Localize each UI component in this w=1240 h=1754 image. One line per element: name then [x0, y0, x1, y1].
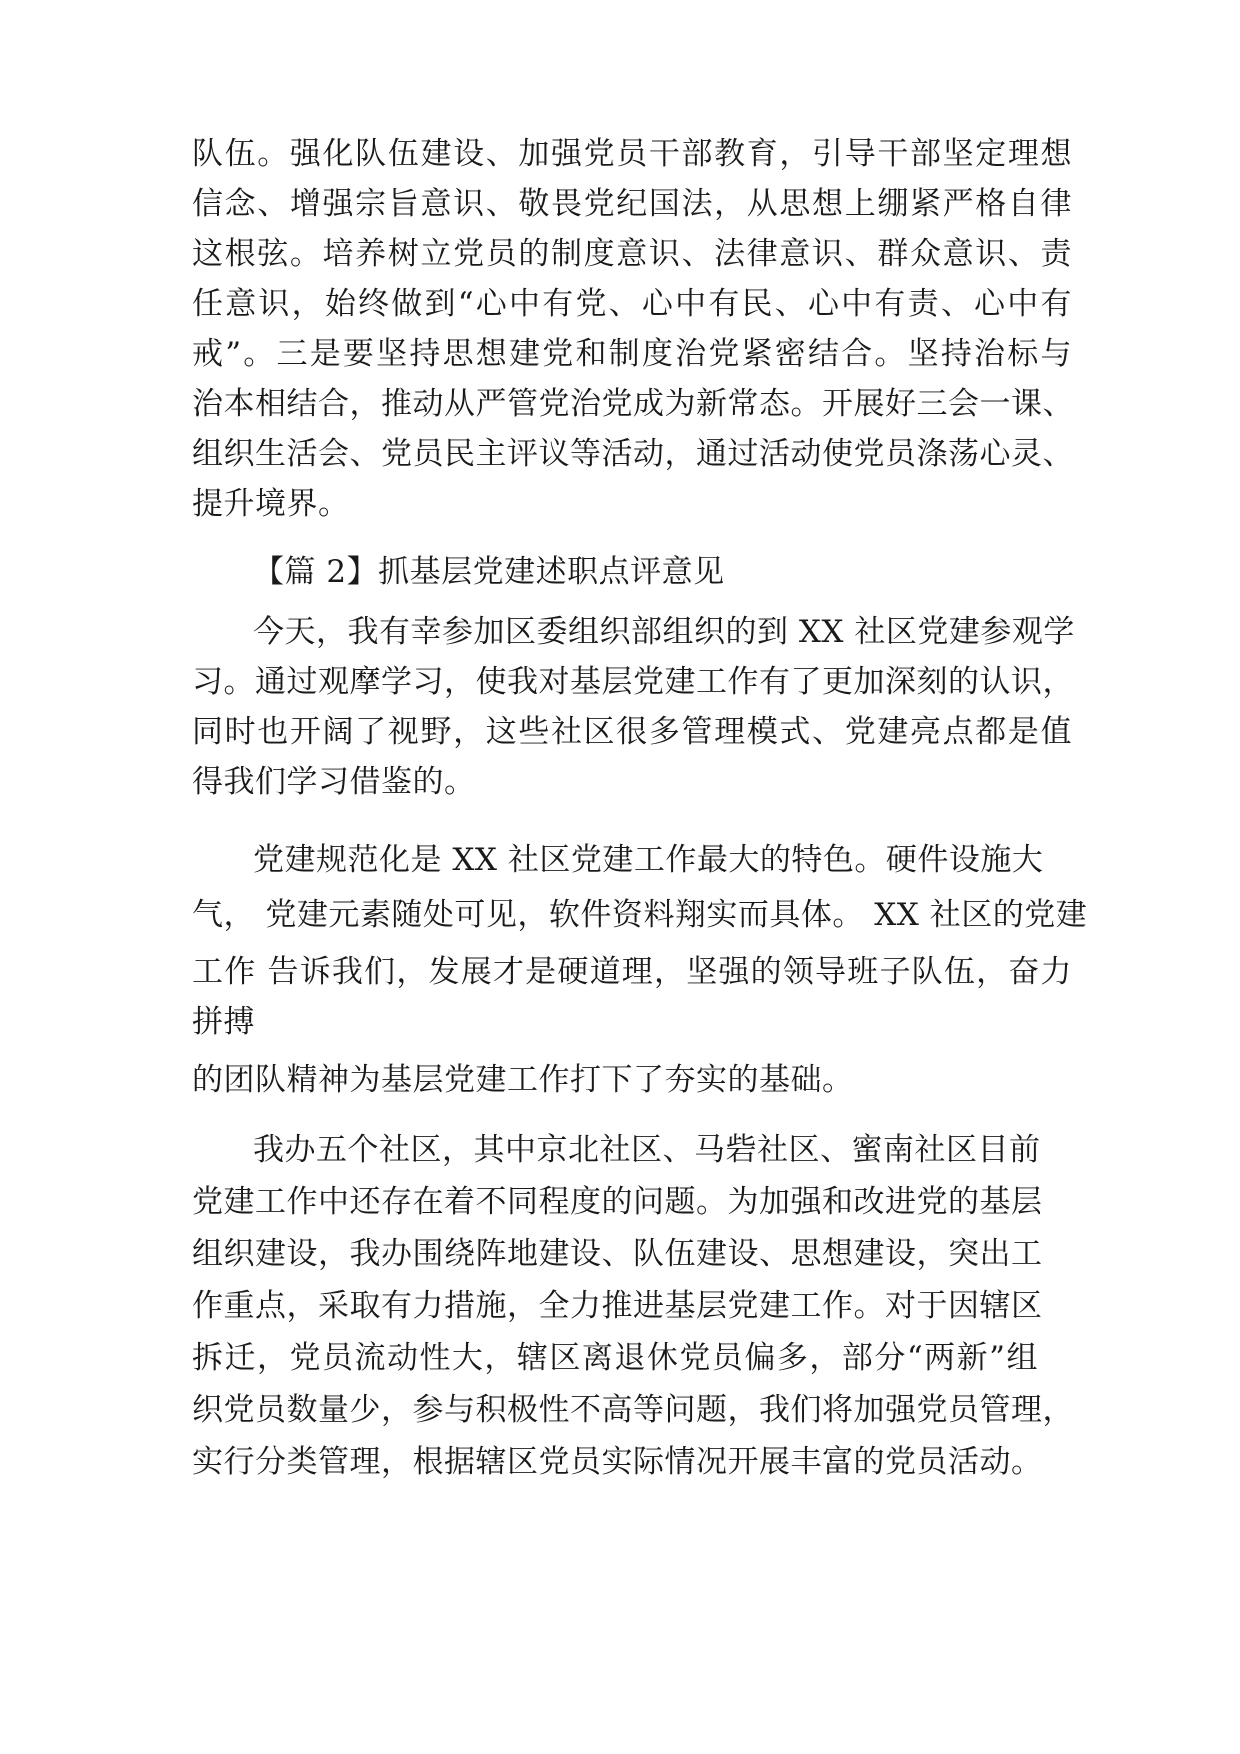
paragraph-line: 作重点，采取有力措施，全力推进基层党建工作。对于因辖区	[192, 1288, 1043, 1324]
body-text-line: 队伍。强化队伍建设、加强党员干部教育，引导干部坚定理想	[192, 136, 1072, 172]
paragraph-line: 工作 告诉我们，发展才是硬道理，坚强的领导班子队伍，奋力	[192, 954, 1072, 990]
body-text-line: 治本相结合，推动从严管党治党成为新常态。开展好三会一课、	[192, 386, 1074, 422]
body-text-line: 任意识，始终做到“心中有党、心中有民、心中有责、心中有	[192, 286, 1072, 322]
paragraph-line: 的团队精神为基层党建工作打下了夯实的基础。	[192, 1062, 854, 1098]
paragraph-line: 组织建设，我办围绕阵地建设、队伍建设、思想建设，突出工	[192, 1236, 1043, 1272]
body-text-line: 戒”。三是要坚持思想建党和制度治党紧密结合。坚持治标与	[192, 336, 1072, 372]
body-text-line: 组织生活会、党员民主评议等活动，通过活动使党员涤荡心灵、	[192, 436, 1074, 472]
paragraph-line: 今天，我有幸参加区委组织部组织的到 XX 社区党建参观学	[253, 614, 1075, 650]
paragraph-line: 实行分类管理，根据辖区党员实际情况开展丰富的党员活动。	[192, 1444, 1043, 1480]
body-text-line: 信念、增强宗旨意识、敬畏党纪国法，从思想上绷紧严格自律	[192, 186, 1072, 222]
paragraph-line: 气， 党建元素随处可见，软件资料翔实而具体。 XX 社区的党建	[192, 897, 1088, 933]
body-text-line: 这根弦。培养树立党员的制度意识、法律意识、群众意识、责	[192, 236, 1072, 272]
paragraph-line: 得我们学习借鉴的。	[192, 764, 476, 800]
paragraph-line: 织党员数量少，参与积极性不高等问题，我们将加强党员管理，	[192, 1392, 1074, 1428]
paragraph-line: 拼搏	[192, 1004, 255, 1040]
paragraph-line: 习。通过观摩学习，使我对基层党建工作有了更加深刻的认识，	[192, 664, 1074, 700]
paragraph-line: 同时也开阔了视野，这些社区很多管理模式、党建亮点都是值	[192, 714, 1072, 750]
section-heading: 【篇 2】抓基层党建述职点评意见	[253, 554, 725, 590]
body-text-line: 提升境界。	[192, 486, 350, 522]
paragraph-line: 党建工作中还存在着不同程度的问题。为加强和改进党的基层	[192, 1184, 1043, 1220]
paragraph-line: 党建规范化是 XX 社区党建工作最大的特色。硬件设施大	[253, 842, 1044, 878]
paragraph-line: 拆迁，党员流动性大，辖区离退休党员偏多，部分“两新”组	[192, 1340, 1038, 1376]
paragraph-line: 我办五个社区，其中京北社区、马砦社区、蜜南社区目前	[253, 1132, 1041, 1168]
